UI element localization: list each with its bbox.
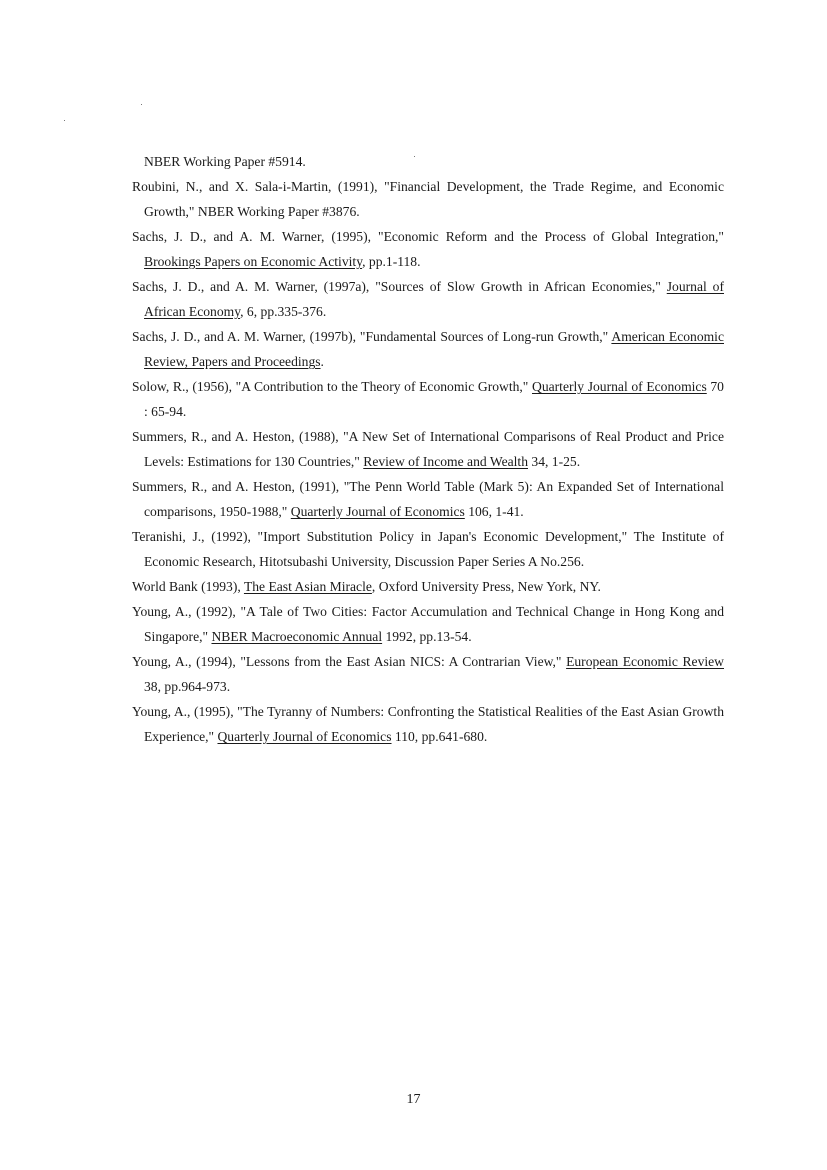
scan-speck [141,104,142,105]
scan-speck [64,120,65,121]
reference-text: , Oxford University Press, New York, NY. [371,579,601,594]
reference-text: 110, pp.641-680. [391,729,488,744]
reference-text: 106, 1-41. [464,504,524,519]
reference-text: Sachs, J. D., and A. M. Warner, (1997b), "Fundamental Sources of Long-run Growth," [132,329,612,344]
publication-title: Brookings Papers on Economic Activity [144,254,363,269]
reference-text: 38, pp.964-973. [144,679,231,694]
reference-entry [132,649,724,699]
reference-text: World Bank (1993), [132,579,244,594]
reference-entry [132,699,724,749]
publication-title: Quarterly Journal of Economics [532,379,707,394]
reference-text: 34, 1-25. [528,454,581,469]
reference-text: Young, A., (1995), "The Tyranny of Numbers: Confronting the Statistical Realities of the East Asian Growth Experience," [132,704,724,744]
reference-entry [132,174,724,224]
reference-entry [132,324,724,374]
reference-text: , pp.1-118. [362,254,421,269]
reference-text: Roubini, N., and X. Sala-i-Martin, (1991), "Financial Development, the Trade Regime, and Economic Growth," NBER Working Paper #3876. [132,179,724,219]
publication-title: The East Asian Miracle [243,579,372,594]
publication-title: European Economic Review [566,654,724,669]
publication-title: Journal of African Economy [144,279,724,319]
reference-text: Young, A., (1994), "Lessons from the East Asian NICS: A Contrarian View," [132,654,567,669]
reference-list [132,149,724,749]
reference-text: 70 : 65-94. [144,379,724,419]
reference-text: NBER Working Paper #5914. [144,154,306,169]
reference-entry [132,274,724,324]
reference-text: Young, A., (1992), "A Tale of Two Cities: Factor Accumulation and Technical Change in Hong Kong and Singapore," [132,604,724,644]
reference-text: . [320,354,324,369]
reference-text: Solow, R., (1956), "A Contribution to the Theory of Economic Growth," [132,379,532,394]
reference-text: Sachs, J. D., and A. M. Warner, (1997a), "Sources of Slow Growth in African Economies," [132,279,667,294]
publication-title: Review of Income and Wealth [363,454,528,469]
publication-title: Quarterly Journal of Economics [290,504,465,519]
reference-text: Summers, R., and A. Heston, (1988), "A New Set of International Comparisons of Real Product and Price Levels: Estimations for 130 Countries," [132,429,724,469]
reference-text: Teranishi, J., (1992), "Import Substitution Policy in Japan's Economic Development," The Institute of Economic Research, Hitotsubashi University, Discussion Paper Series A No.256. [132,529,724,569]
reference-text: Sachs, J. D., and A. M. Warner, (1995), "Economic Reform and the Process of Global Integration," [132,229,724,244]
reference-entry [132,599,724,649]
reference-text: 1992, pp.13-54. [382,629,472,644]
reference-entry [132,524,724,574]
publication-title: Quarterly Journal of Economics [217,729,392,744]
reference-entry [132,474,724,524]
reference-text: Summers, R., and A. Heston, (1991), "The Penn World Table (Mark 5): An Expanded Set of International comparisons, 1950-1988," [132,479,724,519]
page-number: 17 [406,1092,421,1107]
reference-entry [132,424,724,474]
reference-entry [132,149,724,174]
publication-title: NBER Macroeconomic Annual [211,629,383,644]
reference-text: , 6, pp.335-376. [240,304,327,319]
reference-entry [132,374,724,424]
reference-entry [132,224,724,274]
publication-title: American Economic Review, Papers and Proceedings [144,329,724,369]
reference-entry [132,574,724,599]
